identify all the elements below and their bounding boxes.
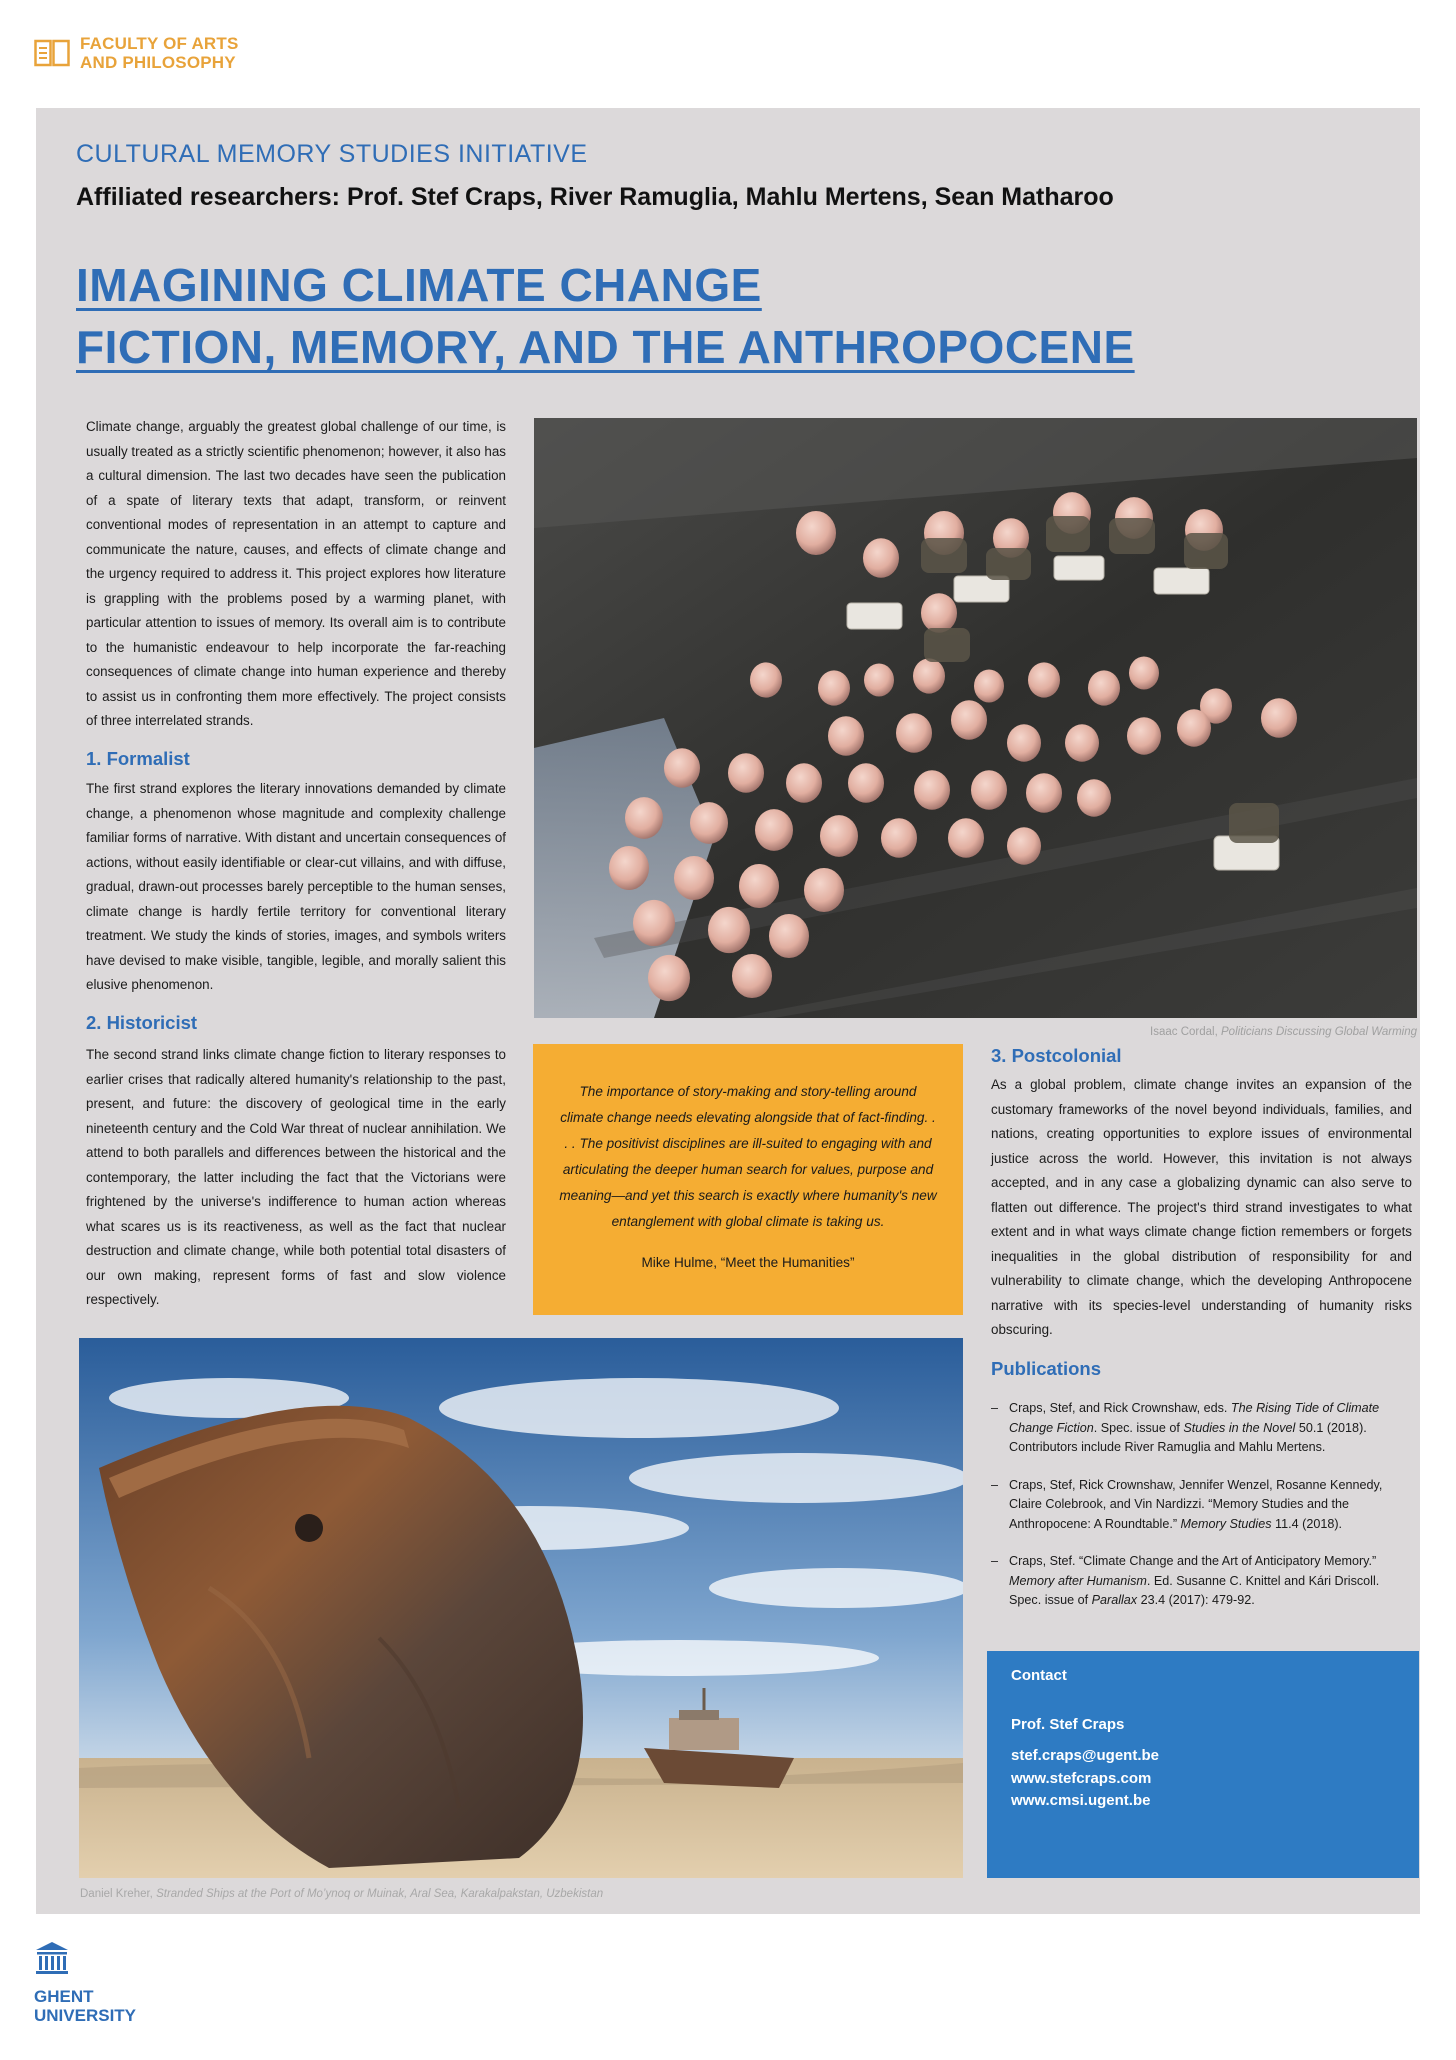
pub-text: 23.4 (2017): 479-92. xyxy=(1137,1593,1255,1607)
sculpture-head xyxy=(914,770,950,810)
sculpture-head xyxy=(1077,779,1111,816)
formalist-paragraph: The first strand explores the literary innovations demanded by climate change, a phenomenon whose magnitude and complexity challenge familiar forms of narrative. With distant and uncertain consequences of actions, without easily identifiable or clear-cut villains, and with diffuse, gradual, drawn-out processes barely perceptible to the human senses, climate change is hardly fertile territory for conventional literary treatment. We study the kinds of stories, images, and symbols writers have devised to make visible, tangible, legible, and morally salient this elusive phenomenon. xyxy=(86,781,506,992)
contact-details xyxy=(1011,1745,1159,1813)
sculpture-head xyxy=(896,713,932,753)
sculpture-head xyxy=(1129,657,1159,690)
pub-title: The Rising Tide of Climate Change Fiction xyxy=(1009,1401,1380,1435)
list-dash: – xyxy=(991,1554,999,1568)
sculpture-head xyxy=(786,763,822,803)
sculpture-head xyxy=(881,818,917,858)
pub-text: Craps, Stef. “Climate Change and the Art of Anticipatory Memory.” xyxy=(1009,1554,1377,1568)
sculpture-head xyxy=(796,511,836,555)
sculpture-head xyxy=(1026,773,1062,813)
sculpture-head xyxy=(1007,724,1041,761)
sculpture-head xyxy=(1127,717,1161,754)
publication-item xyxy=(991,1552,1412,1611)
sculpture-head xyxy=(864,664,894,697)
publications-heading: Publications xyxy=(991,1358,1101,1379)
sculpture-head xyxy=(732,954,772,998)
pub-journal: Parallax xyxy=(1091,1593,1138,1607)
pub-text: . Spec. issue of xyxy=(1093,1420,1184,1435)
list-dash: – xyxy=(991,1477,999,1492)
sculpture-head xyxy=(750,662,782,697)
sculpture-head xyxy=(1088,670,1120,705)
sculpture-head xyxy=(648,955,690,1001)
contact-email-link[interactable]: stef.craps@ugent.be xyxy=(1011,1747,1159,1764)
sculpture-head xyxy=(828,716,864,756)
credit-author: Isaac Cordal, xyxy=(1150,1026,1221,1038)
university-building-icon xyxy=(34,1940,70,1976)
quote-attribution: Mike Hulme, “Meet the Humanities” xyxy=(641,1255,855,1270)
contact-website-link[interactable]: www.cmsi.ugent.be xyxy=(1011,1792,1151,1809)
sculpture-head xyxy=(625,797,663,839)
sculpture-head xyxy=(664,748,700,788)
credit-title: Politicians Discussing Global Warming xyxy=(1221,1026,1417,1038)
faculty-logo xyxy=(34,34,239,72)
sculpture-head xyxy=(921,593,957,633)
university-line2: UNIVERSITY xyxy=(34,2006,137,2025)
sculpture-head xyxy=(609,846,649,890)
sculpture-head xyxy=(1028,662,1060,697)
politicians-illustration xyxy=(534,418,1417,1018)
stranded-ships-illustration xyxy=(79,1338,963,1878)
publication-item xyxy=(991,1476,1412,1535)
sculpture-head xyxy=(769,914,809,958)
pub-text: . Ed. Susanne C. Knittel and Kári Driscoll. Spec. issue of xyxy=(1009,1573,1380,1607)
pub-text: 50.1 (2018). Contributors include River Ramuglia and Mahlu Mertens. xyxy=(1009,1420,1367,1454)
list-dash: – xyxy=(991,1401,999,1415)
credit-title: Stranded Ships at the Port of Mo’ynoq or Muinak, Aral Sea, Karakalpakstan, Uzbekistan xyxy=(156,1888,604,1900)
pub-text: 11.4 (2018). xyxy=(1271,1516,1343,1531)
contact-label: Contact xyxy=(1011,1667,1067,1684)
sculpture-head xyxy=(1065,724,1099,761)
sculpture-head xyxy=(633,900,675,946)
credit-author: Daniel Kreher, xyxy=(80,1888,157,1900)
faculty-name xyxy=(80,34,239,72)
faculty-line2: AND PHILOSOPHY xyxy=(80,53,236,72)
contact-website-link[interactable]: www.stefcraps.com xyxy=(1011,1769,1152,1787)
faculty-line1: FACULTY OF ARTS xyxy=(80,34,239,53)
sculpture-head xyxy=(1261,698,1297,738)
sculpture-head xyxy=(948,818,984,858)
sculpture-head xyxy=(728,753,764,793)
university-line1: GHENT xyxy=(34,1987,94,2006)
pub-journal: Studies in the Novel xyxy=(1183,1420,1296,1435)
affiliated-researchers: Affiliated researchers: Prof. Stef Craps, River Ramuglia, Mahlu Mertens, Sean Matharoo xyxy=(76,183,1114,211)
sculpture-head xyxy=(974,670,1004,703)
sculpture-head xyxy=(971,770,1007,810)
university-name xyxy=(34,1987,136,2025)
publication-item xyxy=(991,1399,1412,1458)
initiative-label: CULTURAL MEMORY STUDIES INITIATIVE xyxy=(76,140,588,168)
page-title-line1: IMAGINING CLIMATE CHANGE xyxy=(76,259,762,311)
sculpture-head xyxy=(863,538,899,578)
sculpture-head xyxy=(951,700,987,740)
sculpture-head xyxy=(820,815,858,857)
sculpture-head xyxy=(1007,827,1041,864)
photo-credit-politicians xyxy=(534,1026,1417,1038)
historicist-paragraph: The second strand links climate change fiction to literary responses to earlier crises that radically altered humanity's relationship to the past, present, and future: the discovery of geological time in the early nineteenth century and the Cold War threat of nuclear annihilation. We attend to both parallels and differences between the historical and the contemporary, the latter including the fact that the Victorians were frightened by the universe's indifference to human action whereas what scares us is its reactiveness, as well as the fact that nuclear destruction and climate change, while both potential total disasters of our own making, represent forms of fast and slow violence respectively. xyxy=(86,1047,506,1307)
sculpture-head xyxy=(708,907,750,953)
page-title-line2: FICTION, MEMORY, AND THE ANTHROPOCENE xyxy=(76,321,1135,373)
sculpture-head xyxy=(848,763,884,803)
book-icon xyxy=(34,38,70,68)
sculpture-head xyxy=(818,670,850,705)
sculpture-head xyxy=(804,868,844,912)
pub-journal: Memory Studies xyxy=(1180,1516,1272,1531)
formalist-heading: 1. Formalist xyxy=(86,748,190,769)
intro-paragraph: Climate change, arguably the greatest global challenge of our time, is usually treated as a strictly scientific phenomenon; however, it also has a cultural dimension. The last two decades have seen the publication of a spate of literary texts that adapt, transform, or reinvent conventional modes of representation in an attempt to capture and communicate the nature, causes, and effects of climate change and the urgency required to address it. This project explores how literature is grappling with the problems posed by a warming planet, with particular attention to issues of memory. Its overall aim is to contribute to the humanistic endeavour to help incorporate the far-reaching consequences of climate change into human experience and thereby to assist us in confronting them more effectively. The project consists of three interrelated strands. xyxy=(86,419,506,728)
sculpture-head xyxy=(674,856,714,900)
contact-name: Prof. Stef Craps xyxy=(1011,1716,1125,1733)
photo-credit-ships xyxy=(80,1888,603,1900)
pub-text: Craps, Stef, and Rick Crownshaw, eds. xyxy=(1009,1401,1231,1415)
publications-list xyxy=(991,1399,1412,1629)
sculpture-head xyxy=(913,658,945,693)
sculpture-head xyxy=(1177,709,1211,746)
historicist-heading: 2. Historicist xyxy=(86,1012,198,1033)
stranded-ships-photo xyxy=(79,1338,963,1878)
quote-text: The importance of story-making and story-telling around climate change needs elevating alongside that of fact-finding. . . . The positivist disciplines are ill-suited to engaging with and articulating the deeper human search for values, purpose and meaning—and yet this search is exactly where humanity's new entanglement with global climate is taking us. xyxy=(559,1084,937,1229)
sculpture-head xyxy=(739,864,779,908)
postcolonial-paragraph: As a global problem, climate change invites an expansion of the customary frameworks of the novel beyond individuals, families, and nations, creating opportunities to explore issues of environmental justice across the world. However, this invitation is not always accepted, and in any case a globalizing dynamic can also serve to flatten out difference. The project's third strand investigates to what extent and in what ways climate change fiction remembers or forgets inequalities in the global distribution of responsibility for and vulnerability to climate change, which the developing Anthropocene narrative with its species-level understanding of humanity risks obscuring. xyxy=(991,1077,1412,1337)
politicians-photo xyxy=(534,418,1417,1018)
pub-title: Memory after Humanism xyxy=(1009,1573,1147,1588)
postcolonial-heading: 3. Postcolonial xyxy=(991,1045,1122,1066)
pub-text: Craps, Stef, Rick Crownshaw, Jennifer Wenzel, Rosanne Kennedy, Claire Colebrook, and Vin Nardizzi. “Memory Studies and the Anthropocene: A Roundtable.” xyxy=(1009,1477,1383,1531)
sculpture-head xyxy=(755,809,793,851)
ghent-university-logo xyxy=(34,1940,136,2025)
sculpture-head xyxy=(690,802,728,844)
